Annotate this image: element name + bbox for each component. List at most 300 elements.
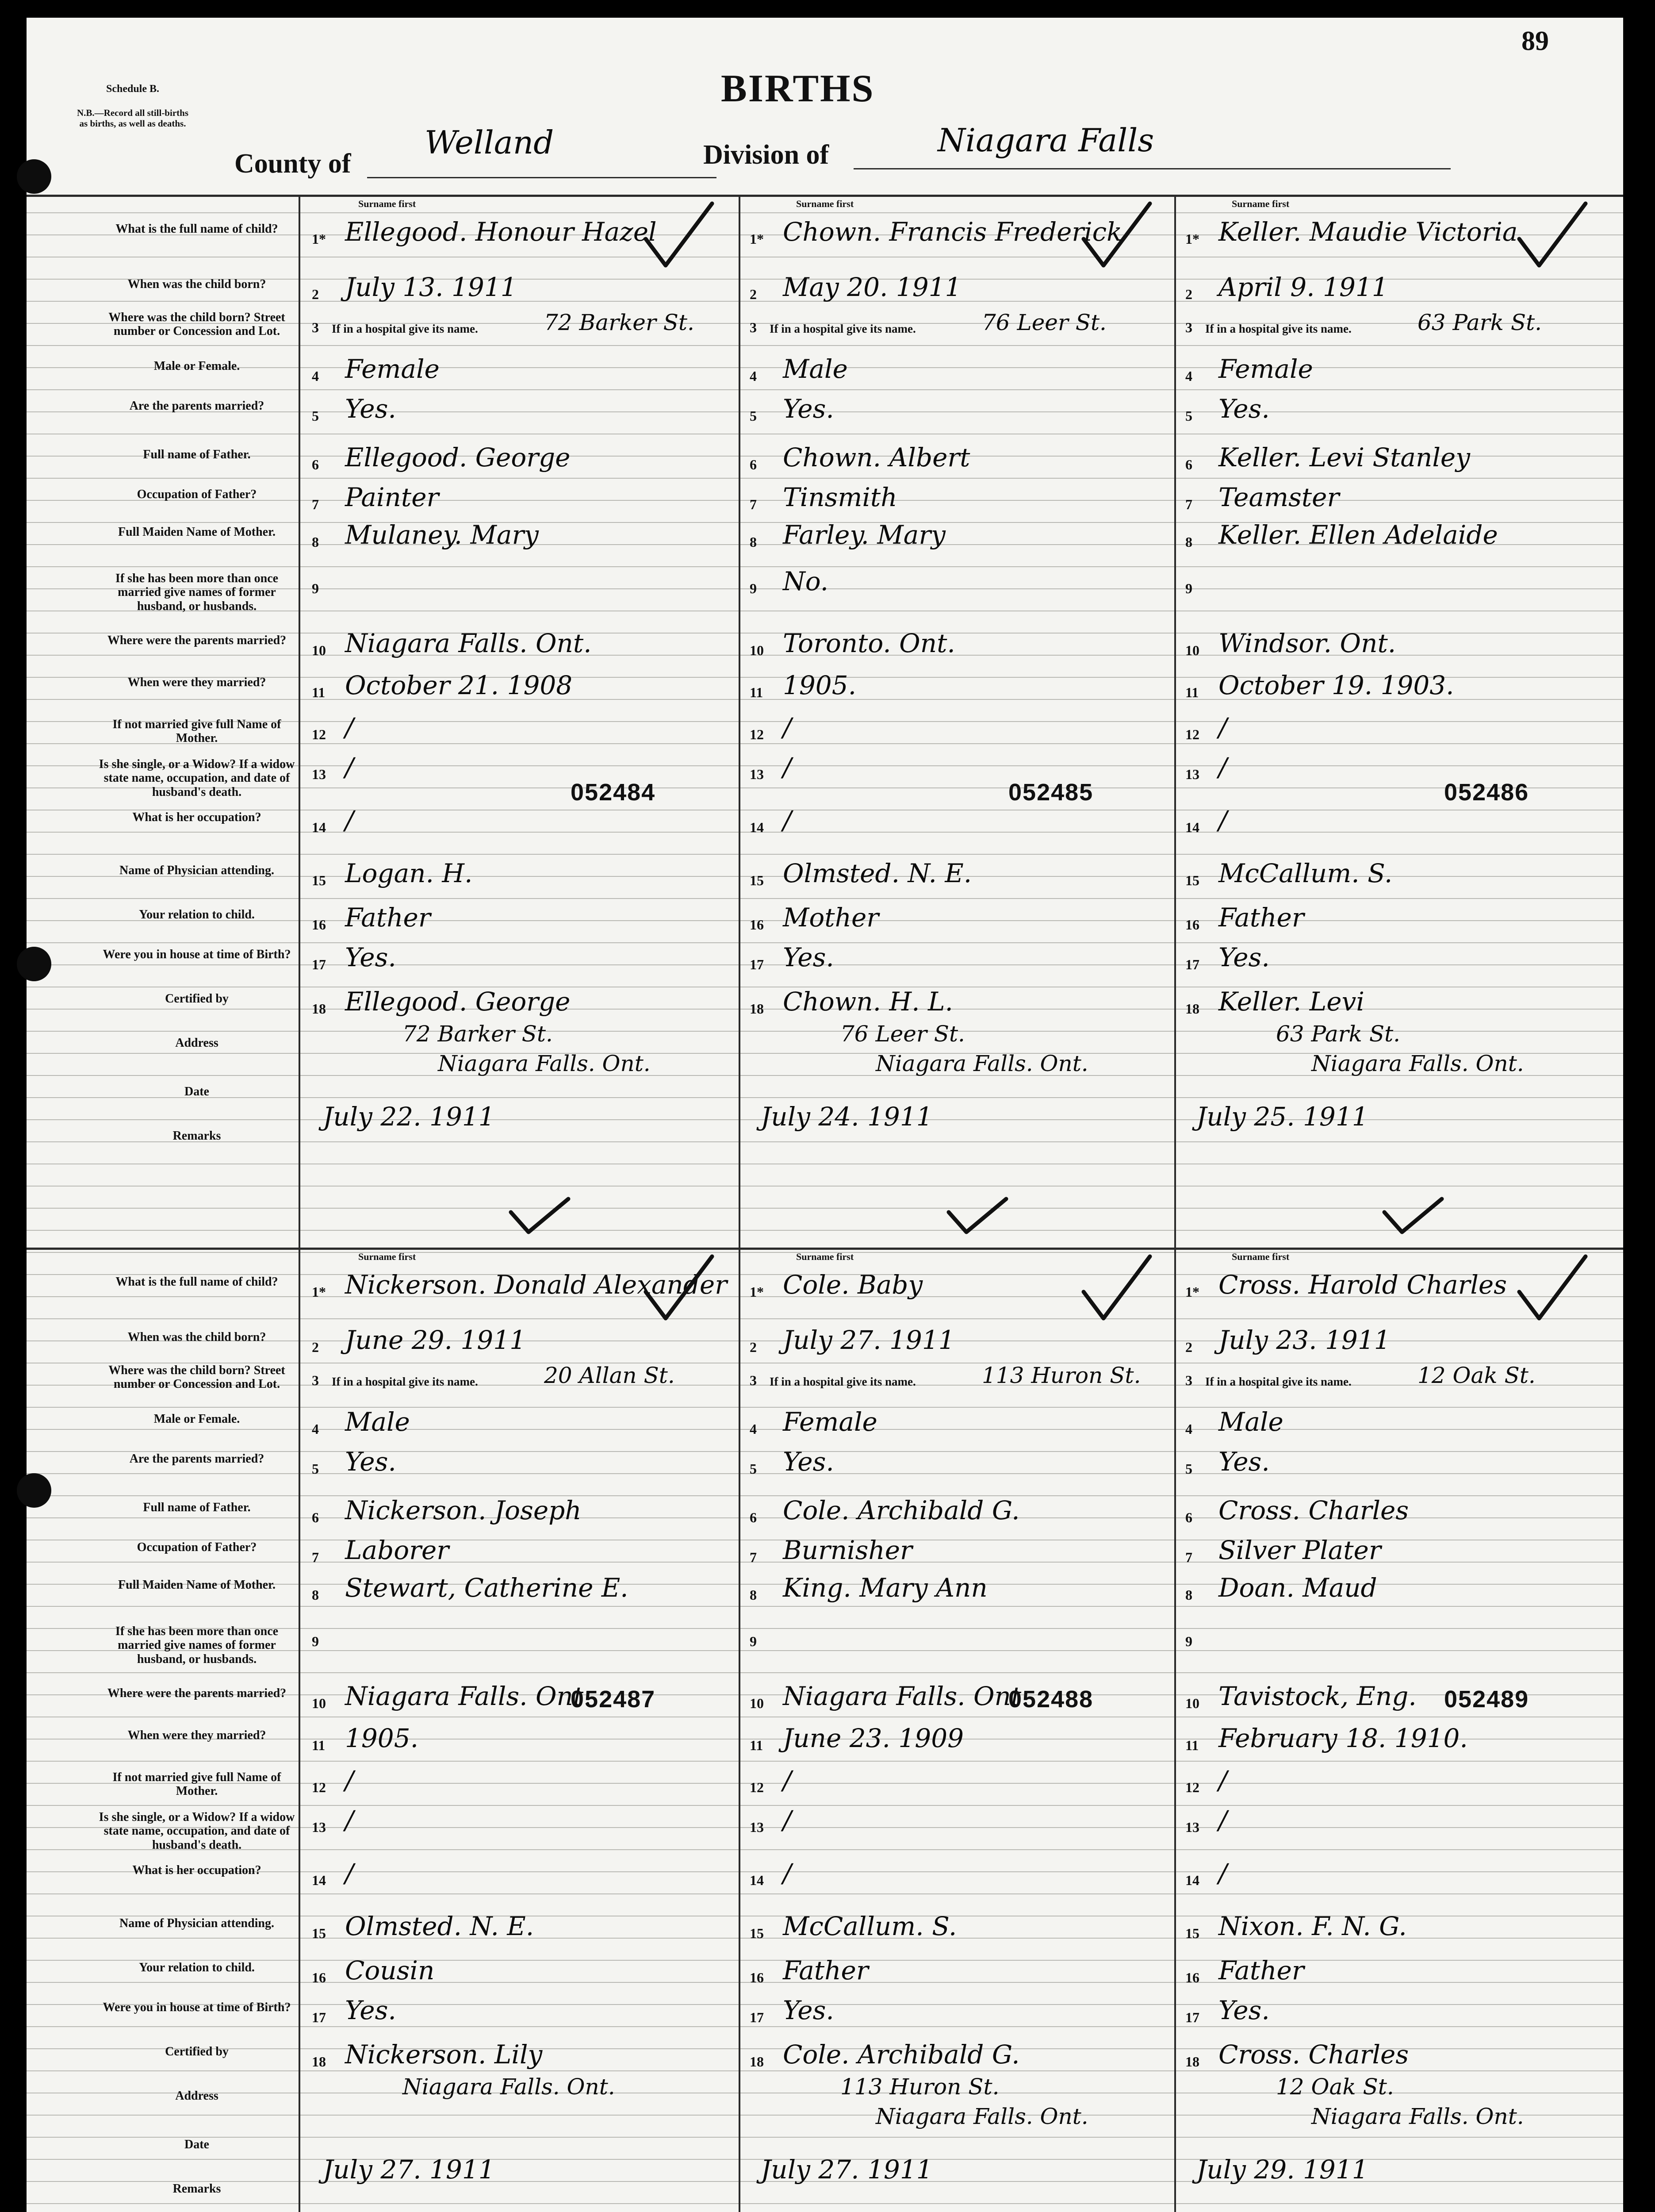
row-number: 10	[312, 1695, 326, 1711]
record-field-married: Yes.	[1218, 1447, 1270, 1477]
row-number: 17	[1185, 2009, 1199, 2025]
record-field-name: Cole. Baby	[783, 1270, 923, 1300]
hospital-label: If in a hospital give its name.	[770, 1375, 916, 1388]
record-field-mother: Stewart, Catherine E.	[345, 1573, 628, 1603]
question-label: Are the parents married?	[129, 1452, 264, 1466]
question-label: Full Maiden Name of Mother.	[118, 1578, 276, 1592]
row-number: 15	[312, 1925, 326, 1941]
birth-address-value: 12 Oak St.	[1417, 1363, 1536, 1388]
question-label: If not married give full Name of Mother.	[112, 718, 281, 745]
check-mark-icon	[946, 1181, 1008, 1243]
check-mark-icon	[641, 1252, 716, 1327]
row-number: 16	[312, 1970, 326, 1985]
question-label: Date	[184, 2138, 209, 2151]
certifier-address-line-1: 76 Leer St.	[840, 1021, 965, 1047]
record-field-father: Nickerson. Joseph	[345, 1495, 582, 1525]
certifier-address-line-2: Niagara Falls. Ont.	[876, 2104, 1088, 2129]
record-field-occupation: Laborer	[345, 1535, 449, 1565]
birth-address-value: 63 Park St.	[1417, 310, 1542, 335]
question-label: When were they married?	[127, 676, 266, 689]
row-number: 2	[1185, 1339, 1192, 1355]
record-field-her-occupation: /	[783, 1858, 792, 1888]
hospital-label: If in a hospital give its name.	[332, 1375, 478, 1388]
question-label: Are the parents married?	[129, 399, 264, 413]
record-field-name: Nickerson. Donald Alexander	[345, 1270, 727, 1300]
row-number: 12	[750, 726, 764, 742]
record-field-father: Cole. Archibald G.	[783, 1495, 1020, 1525]
row-number: 10	[312, 642, 326, 658]
record-field-widow: /	[783, 1805, 792, 1835]
row-number: 13	[312, 1819, 326, 1835]
record-field-relation: Father	[783, 1955, 869, 1985]
record-date: July 27. 1911	[323, 2154, 495, 2185]
row-number: 12	[312, 1779, 326, 1795]
certifier-address-line-1: 113 Huron St.	[840, 2074, 1000, 2100]
record-field-certified: Cole. Archibald G.	[783, 2039, 1020, 2070]
record-field-born: July 23. 1911	[1218, 1325, 1391, 1355]
certifier-address-line-2: Niagara Falls. Ont.	[1311, 2104, 1524, 2129]
record-field-name: Keller. Maudie Victoria	[1218, 217, 1518, 247]
row-number: 11	[1185, 684, 1199, 700]
record-field-sex: Female	[345, 354, 440, 384]
row-number: 5	[750, 1461, 757, 1477]
row-number: 8	[750, 534, 757, 550]
check-mark-icon	[1382, 1181, 1444, 1243]
check-mark-icon	[1515, 1252, 1590, 1327]
question-label: If not married give full Name of Mother.	[112, 1770, 281, 1798]
record-field-relation: Cousin	[345, 1955, 435, 1985]
row-number: 7	[750, 496, 757, 512]
row-number: 18	[750, 1001, 764, 1017]
question-label: Male or Female.	[153, 1412, 240, 1426]
row-number: 13	[750, 766, 764, 782]
record-field-married: Yes.	[783, 394, 834, 424]
row-number: 11	[750, 684, 763, 700]
question-label: Is she single, or a Widow? If a widow state name, occupation, and date of husband's death.	[99, 1810, 295, 1852]
schedule-text: Schedule B.	[106, 83, 160, 95]
row-number: 4	[312, 1421, 319, 1437]
surname-first-label: Surname first	[1232, 1251, 1290, 1262]
row-number: 8	[1185, 534, 1192, 550]
middle-border	[27, 1248, 1623, 1250]
hospital-label: If in a hospital give its name.	[332, 322, 478, 335]
hospital-label: If in a hospital give its name.	[1205, 1375, 1352, 1388]
record-field-widow: /	[1218, 752, 1227, 782]
certifier-address-line-1: 12 Oak St.	[1276, 2074, 1394, 2100]
top-border	[27, 195, 1623, 197]
question-label: Your relation to child.	[139, 908, 255, 922]
record-field-widow: /	[1218, 1805, 1227, 1835]
record-field-relation: Mother	[783, 902, 879, 933]
certifier-address-line-1: 72 Barker St.	[402, 1021, 553, 1047]
row-number: 4	[1185, 1421, 1192, 1437]
row-number: 16	[750, 917, 764, 933]
row-number: 2	[312, 286, 319, 302]
record-field-when-married: October 21. 1908	[345, 670, 573, 700]
record-field-in-house: Yes.	[1218, 942, 1270, 972]
record-field-father: Cross. Charles	[1218, 1495, 1409, 1525]
county-value: Welland	[425, 124, 554, 161]
record-field-when-married: 1905.	[345, 1723, 419, 1753]
row-number: 2	[1185, 286, 1192, 302]
record-field-unmarried-name: /	[783, 712, 792, 742]
record-field-certified: Ellegood. George	[345, 987, 571, 1017]
row-number: 10	[1185, 642, 1199, 658]
row-number: 17	[750, 2009, 764, 2025]
row-number: 3	[1185, 319, 1192, 335]
registration-number: 052485	[1008, 779, 1094, 806]
county-label: County of	[234, 149, 351, 179]
record-field-certified: Chown. H. L.	[783, 987, 953, 1017]
row-number: 18	[312, 1001, 326, 1017]
record-field-sex: Female	[783, 1407, 877, 1437]
record-field-sex: Female	[1218, 354, 1313, 384]
row-number: 1*	[1185, 1284, 1199, 1300]
question-label: Male or Female.	[153, 359, 240, 373]
record-date: July 29. 1911	[1196, 2154, 1368, 2185]
hospital-label: If in a hospital give its name.	[770, 322, 916, 335]
binder-hole-3	[17, 1473, 51, 1508]
check-mark-icon	[1079, 199, 1154, 274]
row-number: 4	[750, 1421, 757, 1437]
record-field-where-married: Niagara Falls. Ont.	[783, 1681, 1030, 1711]
record-field-unmarried-name: /	[783, 1765, 792, 1795]
record-field-name: Cross. Harold Charles	[1218, 1270, 1507, 1300]
record-field-name: Ellegood. Honour Hazel	[345, 217, 657, 247]
county-underline	[367, 177, 716, 178]
row-number: 9	[312, 580, 319, 596]
row-number: 18	[312, 2054, 326, 2070]
surname-first-label: Surname first	[796, 1251, 854, 1262]
row-number: 9	[1185, 1633, 1192, 1649]
question-label: When was the child born?	[127, 277, 266, 291]
certifier-address-line-2: Niagara Falls. Ont.	[438, 1051, 651, 1076]
record-field-mother: Doan. Maud	[1218, 1573, 1377, 1603]
ruled-line	[27, 389, 1623, 390]
record-field-in-house: Yes.	[1218, 1995, 1270, 2025]
ruled-line	[27, 212, 1623, 213]
question-label: If she has been more than once married give names of former husband, or husbands.	[115, 1624, 279, 1666]
question-label: When were they married?	[127, 1728, 266, 1742]
check-mark-icon	[509, 1181, 571, 1243]
ruled-line	[27, 1805, 1623, 1806]
record-field-her-occupation: /	[1218, 1858, 1227, 1888]
certifier-address-line-2: Niagara Falls. Ont.	[1311, 1051, 1524, 1076]
ruled-line	[27, 1606, 1623, 1607]
row-number: 13	[1185, 1819, 1199, 1835]
ruled-line	[27, 832, 1623, 833]
record-field-born: July 27. 1911	[783, 1325, 955, 1355]
question-label: Where was the child born? Street number or Concession and Lot.	[108, 1363, 285, 1391]
record-field-widow: /	[783, 752, 792, 782]
record-field-father: Ellegood. George	[345, 442, 571, 472]
record-field-where-married: Tavistock, Eng.	[1218, 1681, 1417, 1711]
record-field-when-married: 1905.	[783, 670, 857, 700]
row-number: 9	[750, 580, 757, 596]
record-field-certified: Nickerson. Lily	[345, 2039, 543, 2070]
question-label: Name of Physician attending.	[119, 864, 274, 877]
row-number: 12	[312, 726, 326, 742]
row-number: 8	[750, 1587, 757, 1603]
record-field-physician: Logan. H.	[345, 858, 473, 888]
row-number: 3	[312, 1372, 319, 1388]
question-label: Occupation of Father?	[137, 1540, 257, 1554]
birth-address-value: 20 Allan St.	[544, 1363, 675, 1388]
record-field-father: Chown. Albert	[783, 442, 970, 472]
row-number: 18	[1185, 2054, 1199, 2070]
registration-number: 052484	[571, 779, 656, 806]
row-number: 7	[312, 496, 319, 512]
record-column-divider-1	[739, 195, 740, 2212]
division-value: Niagara Falls	[938, 122, 1154, 159]
question-label: What is her occupation?	[132, 810, 261, 824]
row-number: 16	[1185, 1970, 1199, 1985]
row-number: 14	[1185, 1872, 1199, 1888]
record-field-unmarried-name: /	[345, 1765, 354, 1795]
question-label: Where was the child born? Street number or Concession and Lot.	[108, 311, 285, 338]
row-number: 4	[750, 368, 757, 384]
registration-number: 052486	[1444, 779, 1529, 806]
question-label: Where were the parents married?	[107, 634, 287, 647]
row-number: 6	[750, 1509, 757, 1525]
record-field-her-occupation: /	[345, 1858, 354, 1888]
binder-hole-2	[17, 947, 51, 981]
division-label: Division of	[703, 140, 829, 170]
check-mark-icon	[641, 199, 716, 274]
row-number: 13	[750, 1819, 764, 1835]
question-label: Occupation of Father?	[137, 488, 257, 501]
row-number: 11	[1185, 1737, 1199, 1753]
record-field-born: May 20. 1911	[783, 272, 962, 302]
record-field-relation: Father	[1218, 1955, 1304, 1985]
row-number: 6	[312, 1509, 319, 1525]
row-number: 10	[750, 642, 764, 658]
ruled-line	[27, 854, 1623, 855]
record-field-mother: King. Mary Ann	[783, 1573, 988, 1603]
question-label: Full Maiden Name of Mother.	[118, 525, 276, 539]
record-field-mother: Farley. Mary	[783, 520, 946, 550]
record-field-physician: Nixon. F. N. G.	[1218, 1911, 1407, 1941]
question-label: Were you in house at time of Birth?	[103, 948, 291, 961]
row-number: 1*	[312, 1284, 326, 1300]
row-number: 9	[312, 1633, 319, 1649]
ruled-line	[27, 478, 1623, 479]
row-number: 2	[750, 286, 757, 302]
row-number: 16	[1185, 917, 1199, 933]
row-number: 14	[750, 819, 764, 835]
record-field-born: July 13. 1911	[345, 272, 517, 302]
row-number: 1*	[1185, 231, 1199, 247]
question-label: Is she single, or a Widow? If a widow state name, occupation, and date of husband's death.	[99, 757, 295, 799]
record-field-certified: Cross. Charles	[1218, 2039, 1409, 2070]
row-number: 7	[312, 1549, 319, 1565]
record-date: July 22. 1911	[323, 1102, 495, 1132]
question-label: Your relation to child.	[139, 1961, 255, 1974]
record-field-where-married: Niagara Falls. Ont.	[345, 1681, 592, 1711]
record-field-in-house: Yes.	[345, 942, 396, 972]
row-number: 18	[1185, 1001, 1199, 1017]
surname-first-label: Surname first	[1232, 198, 1290, 209]
row-number: 9	[750, 1633, 757, 1649]
check-mark-icon	[1515, 199, 1590, 274]
ruled-line	[27, 2026, 1623, 2027]
row-number: 3	[750, 1372, 757, 1388]
record-field-certified: Keller. Levi	[1218, 987, 1364, 1017]
row-number: 17	[312, 2009, 326, 2025]
record-field-physician: McCallum. S.	[1218, 858, 1393, 888]
schedule-label	[75, 71, 190, 141]
row-number: 8	[1185, 1587, 1192, 1603]
record-field-relation: Father	[1218, 902, 1304, 933]
row-number: 5	[312, 1461, 319, 1477]
question-label: Address	[175, 1036, 218, 1050]
ruled-line	[27, 345, 1623, 346]
record-field-widow: /	[345, 1805, 354, 1835]
record-field-in-house: Yes.	[783, 1995, 834, 2025]
record-field-her-occupation: /	[1218, 805, 1227, 835]
record-field-married: Yes.	[783, 1447, 834, 1477]
row-number: 14	[312, 1872, 326, 1888]
record-field-her-occupation: /	[783, 805, 792, 835]
record-field-mother: Mulaney. Mary	[345, 520, 539, 550]
record-field-sex: Male	[345, 1407, 410, 1437]
row-number: 15	[1185, 872, 1199, 888]
row-number: 16	[312, 917, 326, 933]
row-number: 8	[312, 534, 319, 550]
row-number: 2	[750, 1339, 757, 1355]
question-label: Name of Physician attending.	[119, 1916, 274, 1930]
record-field-where-married: Niagara Falls. Ont.	[345, 628, 592, 658]
row-number: 12	[750, 1779, 764, 1795]
birth-address-value: 72 Barker St.	[544, 310, 694, 335]
row-number: 7	[750, 1549, 757, 1565]
question-label: Were you in house at time of Birth?	[103, 2001, 291, 2014]
record-field-sex: Male	[783, 354, 848, 384]
certifier-address-line-1: Niagara Falls. Ont.	[402, 2074, 615, 2100]
row-number: 14	[312, 819, 326, 835]
row-number: 4	[312, 368, 319, 384]
record-field-physician: Olmsted. N. E.	[345, 1911, 534, 1941]
row-number: 2	[312, 1339, 319, 1355]
ruled-line	[27, 1318, 1623, 1319]
record-field-where-married: Toronto. Ont.	[783, 628, 955, 658]
row-number: 4	[1185, 368, 1192, 384]
record-field-when-married: October 19. 1903.	[1218, 670, 1454, 700]
surname-first-label: Surname first	[796, 198, 854, 209]
row-number: 5	[750, 408, 757, 424]
row-number: 6	[750, 457, 757, 472]
row-number: 11	[750, 1737, 763, 1753]
row-number: 6	[1185, 457, 1192, 472]
question-label: Full name of Father.	[143, 1501, 251, 1514]
question-label: What is her occupation?	[132, 1863, 261, 1877]
question-label: Full name of Father.	[143, 448, 251, 461]
row-number: 10	[1185, 1695, 1199, 1711]
record-field-married: Yes.	[1218, 394, 1270, 424]
record-date: July 24. 1911	[761, 1102, 933, 1132]
row-number: 14	[1185, 819, 1199, 835]
question-label: What is the full name of child?	[115, 222, 278, 236]
ruled-line	[27, 898, 1623, 899]
row-number: 9	[1185, 580, 1192, 596]
record-field-her-occupation: /	[345, 805, 354, 835]
question-label: Date	[184, 1085, 209, 1098]
record-field-unmarried-name: /	[345, 712, 354, 742]
ruled-line	[27, 2203, 1623, 2204]
row-number: 16	[750, 1970, 764, 1985]
row-number: 3	[312, 319, 319, 335]
record-field-father: Keller. Levi Stanley	[1218, 442, 1470, 472]
hospital-label: If in a hospital give its name.	[1205, 322, 1352, 335]
record-field-when-married: February 18. 1910.	[1218, 1723, 1468, 1753]
question-label: Certified by	[165, 2045, 229, 2058]
record-field-unmarried-name: /	[1218, 712, 1227, 742]
question-label: Certified by	[165, 992, 229, 1006]
row-number: 14	[750, 1872, 764, 1888]
record-field-name: Chown. Francis Frederick	[783, 217, 1122, 247]
birth-address-value: 76 Leer St.	[982, 310, 1107, 335]
registration-number: 052487	[571, 1686, 656, 1713]
row-number: 1*	[312, 231, 326, 247]
birth-address-value: 113 Huron St.	[982, 1363, 1141, 1388]
record-field-occupation: Burnisher	[783, 1535, 912, 1565]
question-label: Where were the parents married?	[107, 1686, 287, 1700]
record-field-occupation: Teamster	[1218, 482, 1340, 512]
certifier-address-line-1: 63 Park St.	[1276, 1021, 1401, 1047]
question-label: What is the full name of child?	[115, 1275, 278, 1289]
question-label: Address	[175, 2089, 218, 2103]
row-number: 15	[312, 872, 326, 888]
row-number: 17	[750, 956, 764, 972]
row-number: 15	[1185, 1925, 1199, 1941]
record-field-mother: Keller. Ellen Adelaide	[1218, 520, 1498, 550]
row-number: 10	[750, 1695, 764, 1711]
row-number: 5	[1185, 1461, 1192, 1477]
record-field-occupation: Silver Plater	[1218, 1535, 1381, 1565]
record-field-former: No.	[783, 566, 829, 596]
question-label: Remarks	[172, 2182, 221, 2196]
row-number: 11	[312, 684, 326, 700]
check-mark-icon	[1079, 1252, 1154, 1327]
record-field-born: April 9. 1911	[1218, 272, 1388, 302]
record-field-in-house: Yes.	[783, 942, 834, 972]
surname-first-label: Surname first	[358, 1251, 416, 1262]
record-field-where-married: Windsor. Ont.	[1218, 628, 1396, 658]
record-field-when-married: June 23. 1909	[783, 1723, 964, 1753]
ruled-line	[27, 1672, 1623, 1673]
registration-number: 052488	[1008, 1686, 1094, 1713]
row-number: 15	[750, 1925, 764, 1941]
record-field-physician: McCallum. S.	[783, 1911, 957, 1941]
row-number: 7	[1185, 496, 1192, 512]
row-number: 5	[312, 408, 319, 424]
question-label: Remarks	[172, 1129, 221, 1143]
row-number: 17	[1185, 956, 1199, 972]
record-field-unmarried-name: /	[1218, 1765, 1227, 1795]
page-number: 89	[1521, 26, 1549, 56]
row-number: 7	[1185, 1549, 1192, 1565]
ruled-line	[27, 2070, 1623, 2071]
row-number: 6	[1185, 1509, 1192, 1525]
row-number: 6	[312, 457, 319, 472]
row-number: 18	[750, 2054, 764, 2070]
row-number: 13	[312, 766, 326, 782]
paper-sheet	[27, 18, 1623, 2212]
row-number: 15	[750, 872, 764, 888]
record-field-relation: Father	[345, 902, 431, 933]
record-field-occupation: Tinsmith	[783, 482, 897, 512]
page-title: BIRTHS	[721, 67, 875, 110]
